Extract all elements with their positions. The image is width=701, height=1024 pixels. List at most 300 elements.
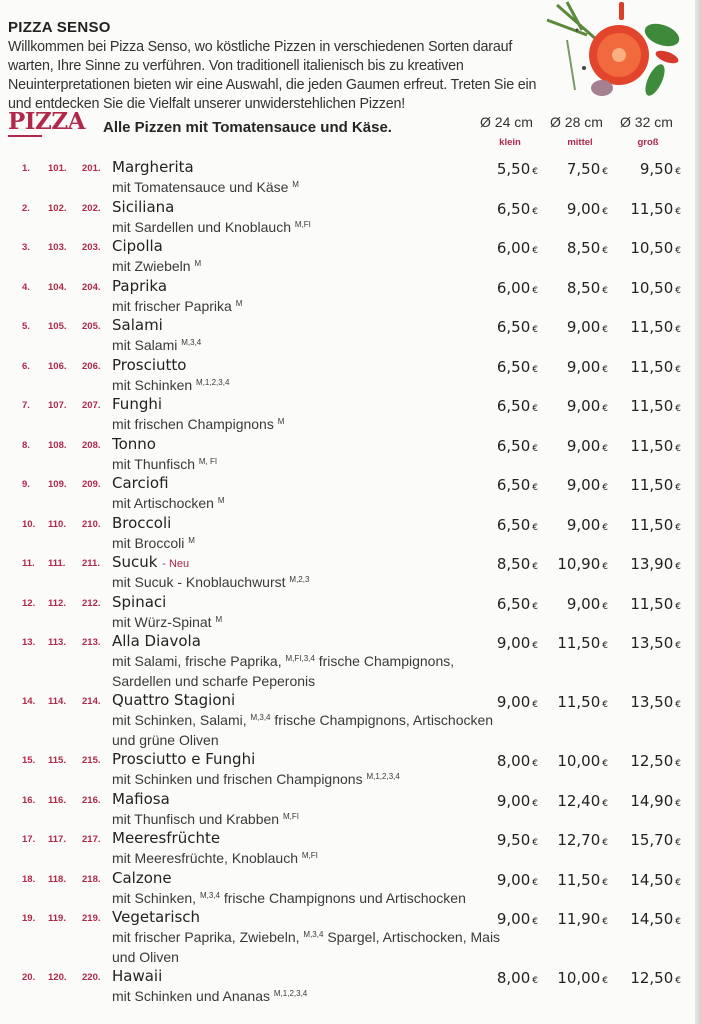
item-number: 210. [82,518,101,530]
item-name-text: Spinaci [112,592,167,611]
currency-symbol: € [602,641,608,651]
allergen-codes: M,FI,3,4 [285,654,315,663]
item-description [112,178,507,198]
currency-symbol: € [532,601,538,612]
currency-symbol: € [675,917,681,927]
item-name-text: Hawaii [112,967,163,985]
size-label-small: klein [499,137,521,148]
item-price [497,357,538,380]
item-name-text: Carciofi [112,474,169,492]
menu-item-header [0,790,701,810]
allergen-codes: M,3,4 [181,338,202,347]
item-price [557,633,608,656]
allergen-codes: M,1,2,3,4 [366,772,400,781]
item-number: 217. [82,834,101,845]
item-name-text: Vegetarisch [112,908,201,926]
item-number: 5. [22,321,30,332]
currency-symbol: € [675,483,681,493]
item-name [112,592,166,612]
description-text-cont: frische Champignons, Artischocken und grüne Oliven [112,712,494,748]
item-name [112,907,200,927]
item-price [630,791,681,814]
price-value: 9,00 [566,436,601,455]
item-price [567,515,608,538]
item-description [112,218,507,238]
menu-item [0,158,701,198]
item-name [112,473,169,493]
description-text: mit Zwiebeln [112,258,191,274]
price-value: 11,50 [630,397,674,415]
price-value: 9,00 [566,515,601,534]
item-name [112,828,220,848]
price-value: 6,50 [496,436,531,455]
heading-underline [8,135,42,137]
description-text: mit Salami [112,337,178,353]
item-number: 12. [22,597,36,609]
item-description [112,987,507,1007]
item-number: 14. [22,696,36,707]
item-price [567,317,608,340]
menu-item [0,691,701,750]
item-price [630,357,681,380]
allergen-codes: M [217,496,225,505]
item-number: 212. [82,597,101,609]
item-name-text: Calzone [112,868,172,887]
allergen-codes: M [215,614,223,624]
item-price [497,238,538,261]
price-value: 10,90 [557,555,601,573]
item-number: 2. [22,202,30,214]
description-text: mit Schinken und frischen Champignons [112,771,363,787]
description-text: mit Sucuk - Knoblauchwurst [112,574,286,590]
allergen-codes: M [235,298,243,308]
size-small: Ø 24 cm [480,114,533,130]
item-price [567,436,608,459]
description-text: mit Schinken, Salami, [112,712,247,728]
price-value: 14,90 [630,791,674,810]
item-price [557,870,608,893]
item-price [630,554,681,577]
menu-item-header [0,356,701,376]
item-price [557,968,608,991]
item-number: 119. [48,913,66,924]
item-price [497,870,538,893]
description-text: mit Thunfisch und Krabben [112,810,280,827]
price-value: 9,00 [496,791,531,810]
currency-symbol: € [532,246,538,256]
item-number: 20. [22,972,36,983]
price-value: 9,50 [639,160,674,178]
currency-symbol: € [602,364,608,375]
allergen-codes: M,FI [301,851,318,860]
currency-symbol: € [532,759,538,769]
item-number: 103. [48,242,67,253]
price-value: 11,50 [557,634,601,652]
description-text: mit Sardellen und Knoblauch [112,218,292,235]
currency-symbol: € [532,483,538,493]
price-value: 12,70 [557,831,601,849]
item-price [630,870,681,893]
menu-item [0,790,701,830]
menu-item-header [0,474,701,494]
price-value: 6,00 [496,278,531,297]
currency-symbol: € [602,522,608,533]
item-number: 6. [22,360,30,372]
menu-item-header [0,829,701,849]
description-text-cont: Spargel, Artischocken, Mais und Oliven [112,929,501,965]
menu-item-header [0,395,701,415]
menu-item [0,395,701,435]
menu-item-header [0,514,701,534]
price-value: 9,00 [566,357,601,376]
price-value: 7,50 [566,160,601,178]
item-name [112,355,186,375]
item-number: 111. [48,558,66,569]
item-price [567,396,608,419]
item-number: 115. [48,755,66,766]
item-name-text: Meeresfrüchte [112,829,221,847]
item-price [497,515,538,538]
menu-item-header [0,908,701,928]
item-description [112,297,507,317]
price-value: 9,50 [496,831,531,849]
item-name [112,552,189,574]
item-number: 102. [48,202,67,214]
item-number: 203. [82,242,101,253]
item-number: 104. [48,281,67,293]
new-badge: - Neu [162,558,190,570]
item-number: 211. [82,558,100,569]
item-price [630,594,681,617]
item-description [112,613,507,633]
item-price [567,199,608,222]
item-number: 207. [82,400,101,411]
currency-symbol: € [532,562,538,572]
item-number: 18. [22,873,36,885]
item-price [567,594,608,617]
item-price [497,396,538,419]
tomato-illustration [537,0,687,105]
menu-item-header [0,632,701,652]
description-text: mit Salami, frische Paprika, [112,653,282,669]
item-price [630,692,681,715]
price-value: 9,00 [566,594,601,613]
price-value: 6,50 [496,476,531,494]
menu-item-header [0,869,701,889]
item-price [567,278,608,301]
item-price [497,633,538,656]
item-name [112,690,235,710]
currency-symbol: € [532,798,538,809]
item-number: 110. [48,518,66,530]
currency-symbol: € [532,877,538,888]
menu-item-header [0,198,701,218]
price-value: 6,50 [496,594,531,613]
item-number: 208. [82,439,101,451]
item-number: 1. [22,163,30,174]
menu-item-header [0,593,701,613]
size-label-medium: mittel [567,137,593,148]
item-number: 204. [82,281,101,293]
item-description [112,415,507,435]
section-heading: PIZZA [8,108,85,135]
menu-item [0,277,701,317]
item-price [630,199,681,222]
item-price [557,791,608,814]
item-price [630,515,681,538]
item-description [112,376,507,396]
item-number: 216. [82,794,101,806]
description-text: mit Thunfisch [112,455,195,472]
currency-symbol: € [675,562,681,572]
item-price [497,909,538,932]
price-value: 11,50 [557,870,601,889]
price-value: 9,00 [496,870,531,889]
menu-item [0,553,701,593]
currency-symbol: € [602,838,608,848]
restaurant-title: PIZZA SENSO [8,19,111,36]
item-description [112,849,507,869]
price-value: 13,50 [630,693,674,711]
price-value: 8,50 [566,239,601,257]
item-price [557,554,608,577]
price-value: 11,90 [557,910,601,928]
price-value: 14,50 [630,870,674,889]
item-price [630,909,681,932]
description-text-cont: frische Champignons und Artischocken [223,889,466,906]
currency-symbol: € [532,976,538,986]
price-value: 11,50 [630,318,674,336]
currency-symbol: € [675,838,681,848]
item-price [630,968,681,991]
item-number: 214. [82,696,101,707]
currency-symbol: € [532,838,538,848]
item-price [630,396,681,419]
currency-symbol: € [602,404,608,414]
item-description [112,711,507,750]
price-value: 9,00 [566,318,601,336]
allergen-codes: M,1,2,3,4 [273,989,308,998]
item-number: 117. [48,834,66,845]
menu-item [0,198,701,238]
item-name-text: Mafiosa [112,789,170,808]
price-value: 9,00 [496,634,531,652]
currency-symbol: € [602,700,608,710]
item-number: 106. [48,360,67,372]
currency-symbol: € [602,976,608,986]
item-name-text: Alla Diavola [112,632,201,650]
item-number: 7. [22,400,30,411]
item-number: 209. [82,479,101,490]
currency-symbol: € [675,167,681,177]
item-price [497,317,538,340]
price-value: 10,00 [557,969,601,987]
item-number: 4. [22,281,30,293]
item-number: 109. [48,479,67,490]
item-number: 116. [48,794,66,806]
price-value: 6,50 [496,318,531,336]
item-number: 113. [48,637,66,648]
currency-symbol: € [675,404,681,414]
description-text: mit frischer Paprika [112,297,232,314]
description-text: mit Tomatensauce und Käse [112,179,289,195]
currency-symbol: € [675,976,681,986]
currency-symbol: € [602,167,608,177]
item-price [630,436,681,459]
item-number: 11. [22,558,35,569]
menu-item [0,514,701,554]
allergen-codes: M,FI [282,811,299,821]
item-number: 19. [22,913,36,924]
item-number: 202. [82,202,101,214]
price-value: 9,00 [566,476,601,494]
price-value: 10,50 [630,239,674,257]
item-number: 219. [82,913,101,924]
item-number: 205. [82,321,101,332]
price-value: 5,50 [496,160,531,178]
price-value: 6,50 [496,515,531,534]
item-price [497,436,538,459]
item-price [630,475,681,498]
item-price [630,317,681,340]
item-number: 213. [82,637,101,648]
currency-symbol: € [675,246,681,256]
currency-symbol: € [532,364,538,375]
item-name [112,749,255,769]
currency-symbol: € [602,759,608,769]
item-price [497,968,538,991]
price-value: 9,00 [496,910,531,928]
item-number: 206. [82,360,101,372]
item-price [497,751,538,774]
menu-item [0,967,701,1007]
item-description [112,652,507,691]
description-text: mit Artischocken [112,495,214,511]
price-value: 11,50 [630,357,674,376]
currency-symbol: € [532,641,538,651]
item-name-text: Prosciutto [112,355,187,374]
item-name [112,394,162,414]
item-number: 13. [22,637,36,648]
price-value: 9,00 [566,397,601,415]
menu-item-header [0,750,701,770]
item-price [630,278,681,301]
currency-symbol: € [602,601,608,612]
price-value: 10,50 [630,278,674,297]
item-price [567,159,608,182]
item-description [112,770,507,790]
price-value: 11,50 [630,515,674,534]
currency-symbol: € [602,325,608,335]
item-name-text: Paprika [112,276,168,295]
item-description [112,455,507,475]
price-value: 13,90 [630,555,674,573]
allergen-codes: M [188,535,195,545]
menu-item [0,474,701,514]
menu-item [0,869,701,909]
item-name [112,631,201,651]
allergen-codes: M [277,417,285,426]
price-value: 10,00 [557,752,601,770]
item-price [497,475,538,498]
item-number: 220. [82,972,101,983]
item-description [112,534,507,554]
item-number: 10. [22,518,36,530]
item-price [497,791,538,814]
allergen-codes: M,2,3 [289,575,310,584]
price-value: 11,50 [557,693,601,711]
price-value: 11,50 [630,199,674,218]
item-number: 16. [22,794,36,806]
item-price [557,692,608,715]
allergen-codes: M [194,259,202,268]
menu-item [0,632,701,691]
item-name-text: Sucuk [112,553,158,571]
currency-symbol: € [675,641,681,651]
menu-item-header [0,553,701,573]
currency-symbol: € [602,246,608,256]
item-number: 118. [48,873,66,885]
item-price [567,357,608,380]
item-price [497,278,538,301]
allergen-codes: M [292,180,299,189]
item-number: 108. [48,439,67,451]
currency-symbol: € [602,285,608,296]
item-price [497,830,538,853]
item-description [112,336,507,356]
allergen-codes: M,3,4 [199,890,220,900]
currency-symbol: € [532,285,538,296]
item-name [112,966,162,986]
item-number: 120. [48,972,67,983]
currency-symbol: € [675,325,681,335]
item-price [630,633,681,656]
menu-item-header [0,277,701,297]
item-name [112,315,163,335]
currency-symbol: € [532,404,538,414]
item-name-text: Quattro Stagioni [112,691,236,709]
description-text: mit Meeresfrüchte, Knoblauch [112,850,298,866]
description-text: mit Würz-Spinat [112,613,212,630]
price-value: 9,00 [566,199,601,218]
item-name [112,868,172,888]
menu-item [0,237,701,277]
menu-item [0,829,701,869]
menu-item-header [0,158,701,178]
item-number: 105. [48,321,67,332]
currency-symbol: € [532,700,538,710]
price-value: 12,50 [630,752,674,770]
price-value: 12,40 [557,791,601,810]
size-large: Ø 32 cm [620,114,673,130]
item-price [567,475,608,498]
currency-symbol: € [532,325,538,335]
description-text: mit Schinken und Ananas [112,988,270,1004]
item-description [112,494,507,514]
menu-item [0,593,701,633]
allergen-codes: M,1,2,3,4 [196,377,230,387]
item-name [112,513,171,533]
item-price [557,830,608,853]
item-number: 17. [22,834,36,845]
item-number: 3. [22,242,30,253]
item-description [112,257,507,277]
price-value: 14,50 [630,910,674,928]
item-number: 218. [82,873,101,885]
currency-symbol: € [675,798,681,809]
menu-item-header [0,316,701,336]
description-text: mit Schinken, [112,889,197,906]
